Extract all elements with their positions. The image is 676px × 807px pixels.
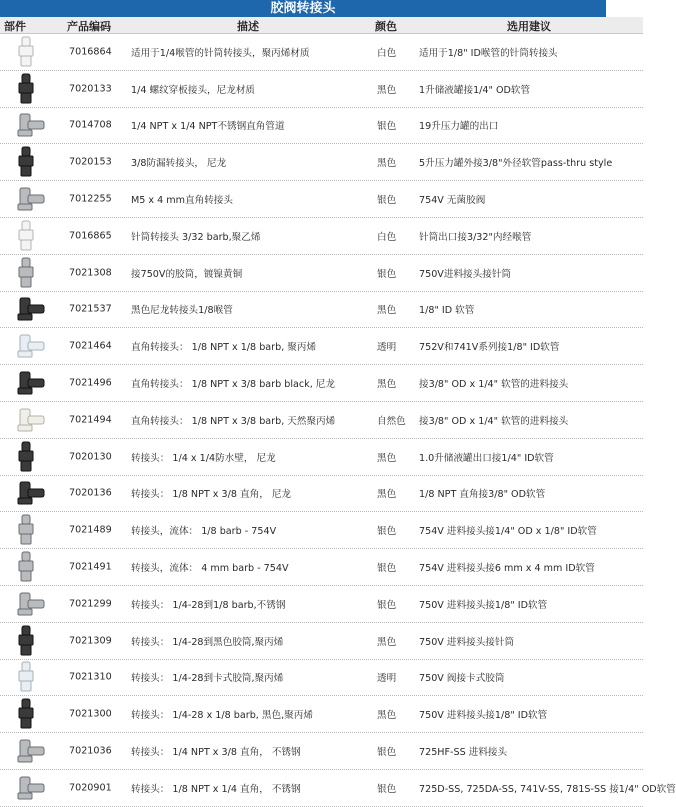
part-recommendation: 针筒出口接3/32"内经喉管	[419, 231, 532, 243]
black-luer-fitting-icon	[4, 624, 48, 658]
part-description: 转接头： 1/4-28 x 1/8 barb, 黑色,聚丙烯	[131, 710, 313, 722]
part-recommendation: 750V 进料接头接1/8" ID软管	[419, 599, 548, 611]
part-color: 黑色	[377, 710, 397, 722]
black-bulkhead-fitting-icon	[4, 440, 48, 474]
part-code: 7021494	[69, 414, 112, 426]
part-code: 7021491	[69, 561, 112, 573]
part-description: 1/4 NPT x 1/4 NPT不锈钢直角管道	[131, 121, 285, 133]
part-code: 7012255	[69, 193, 112, 205]
table-row	[0, 218, 643, 255]
black-elbow-fitting-icon	[4, 476, 48, 510]
part-color: 黑色	[377, 452, 397, 464]
header-code: 产品编码	[67, 20, 111, 33]
part-recommendation: 750V 进料接头接1/8" ID软管	[419, 710, 548, 722]
table-row	[0, 144, 643, 181]
part-description: 转接头： 1/4-28到卡式胶筒,聚丙烯	[131, 673, 284, 685]
table-row	[0, 365, 643, 402]
part-code: 7021537	[69, 303, 112, 315]
part-code: 7021300	[69, 708, 112, 720]
part-description: 接750V的胶筒，镀镍黄铜	[131, 268, 243, 280]
part-description: 3/8防漏转接头， 尼龙	[131, 158, 227, 170]
table-row	[0, 512, 643, 549]
part-recommendation: 1/8" ID 软管	[419, 305, 475, 317]
part-description: 转接头： 1/4 x 1/4防水壁， 尼龙	[131, 452, 276, 464]
table-row	[0, 108, 643, 145]
part-code: 7021299	[69, 598, 112, 610]
part-recommendation: 1.0升储液罐出口接1/4" ID软管	[419, 452, 554, 464]
part-recommendation: 750V进料接头接针筒	[419, 268, 512, 280]
part-color: 黑色	[377, 489, 397, 501]
part-recommendation: 5升压力罐外接3/8"外径软管pass-thru style	[419, 158, 613, 170]
header-description: 描述	[237, 20, 259, 33]
part-code: 7021496	[69, 377, 112, 389]
table-row	[0, 181, 643, 218]
part-code: 7021310	[69, 671, 112, 683]
part-code: 7016864	[69, 46, 112, 58]
header-color: 颜色	[375, 20, 397, 33]
part-recommendation: 754V 无菌胶阀	[419, 195, 486, 207]
part-color: 黑色	[377, 636, 397, 648]
steel-elbow-fitting-icon	[4, 734, 48, 768]
part-recommendation: 750V 进料接头接针筒	[419, 636, 515, 648]
part-color: 银色	[377, 121, 397, 133]
part-description: 转接头，流体： 1/8 barb - 754V	[131, 526, 277, 538]
header-part: 部件	[4, 20, 26, 33]
part-code: 7016865	[69, 230, 112, 242]
part-code: 7020136	[69, 487, 112, 499]
table-row	[0, 586, 643, 623]
part-description: 黑色尼龙转接头1/8喉管	[131, 305, 233, 317]
part-description: 转接头，流体： 4 mm barb - 754V	[131, 563, 289, 575]
part-description: 转接头： 1/4 NPT x 3/8 直角， 不锈钢	[131, 747, 301, 759]
steel-barb-fitting-icon	[4, 587, 48, 621]
part-color: 银色	[377, 783, 397, 795]
table-row	[0, 696, 643, 733]
part-recommendation: 1升储液罐接1/4" OD软管	[419, 84, 531, 96]
part-color: 银色	[377, 195, 397, 207]
clear-elbow-fitting-icon	[4, 329, 48, 363]
part-recommendation: 19升压力罐的出口	[419, 121, 499, 133]
part-description: 转接头： 1/4-28到黑色胶筒,聚丙烯	[131, 636, 284, 648]
table-row	[0, 549, 643, 586]
part-color: 白色	[377, 231, 397, 243]
part-code: 7021308	[69, 267, 112, 279]
black-adapter-fitting-icon	[4, 145, 48, 179]
part-color: 黑色	[377, 379, 397, 391]
part-recommendation: 750V 阀接卡式胶筒	[419, 673, 505, 685]
part-color: 银色	[377, 268, 397, 280]
part-recommendation: 725D-SS, 725DA-SS, 741V-SS, 781S-SS 接1/4" OD软管	[419, 783, 676, 795]
part-code: 7020901	[69, 782, 112, 794]
part-code: 7021464	[69, 340, 112, 352]
table-row	[0, 71, 643, 108]
part-color: 黑色	[377, 158, 397, 170]
part-color: 银色	[377, 563, 397, 575]
part-color: 透明	[377, 673, 397, 685]
white-luer-fitting-icon	[4, 35, 48, 69]
table-body	[0, 34, 676, 807]
header-recommendation: 选用建议	[507, 20, 551, 33]
silver-barb-fitting-icon	[4, 550, 48, 584]
clear-luer-fitting-icon	[4, 660, 48, 694]
part-recommendation: 752V和741V系列接1/8" ID软管	[419, 342, 560, 354]
part-code: 7021036	[69, 745, 112, 757]
part-description: 适用于1/4喉管的针筒转接头，聚丙烯材质	[131, 47, 310, 59]
steel-elbow-fitting-icon	[4, 771, 48, 805]
part-recommendation: 1/8 NPT 直角接3/8" OD软管	[419, 489, 546, 501]
black-bulkhead-fitting-icon	[4, 72, 48, 106]
table-row	[0, 292, 643, 329]
part-description: 转接头： 1/8 NPT x 1/4 直角， 不锈钢	[131, 783, 301, 795]
part-description: M5 x 4 mm直角转接头	[131, 195, 233, 207]
part-color: 透明	[377, 342, 397, 354]
part-recommendation: 725HF-SS 进料接头	[419, 747, 508, 759]
table-row	[0, 476, 643, 513]
nickel-brass-fitting-icon	[4, 256, 48, 290]
black-tee-fitting-icon	[4, 292, 48, 326]
table-row	[0, 733, 643, 770]
part-description: 针筒转接头 3/32 barb,聚乙烯	[131, 231, 261, 243]
part-recommendation: 接3/8" OD x 1/4" 软管的进料接头	[419, 379, 569, 391]
black-barb-fitting-icon	[4, 697, 48, 731]
silver-elbow-fitting-icon	[4, 182, 48, 216]
part-recommendation: 754V 进料接头接1/4" OD x 1/8" ID软管	[419, 526, 597, 538]
natural-elbow-fitting-icon	[4, 403, 48, 437]
silver-barb-fitting-icon	[4, 513, 48, 547]
table-row	[0, 328, 643, 365]
part-code: 7014708	[69, 119, 112, 131]
part-description: 直角转接头： 1/8 NPT x 1/8 barb, 聚丙烯	[131, 342, 317, 354]
part-description: 直角转接头： 1/8 NPT x 3/8 barb black, 尼龙	[131, 379, 335, 391]
part-color: 银色	[377, 747, 397, 759]
part-color: 黑色	[377, 84, 397, 96]
elbow-fitting-icon	[4, 366, 48, 400]
part-description: 转接头： 1/8 NPT x 3/8 直角， 尼龙	[131, 489, 292, 501]
table-row	[0, 660, 643, 697]
part-color: 黑色	[377, 305, 397, 317]
part-code: 7021309	[69, 635, 112, 647]
table-row	[0, 255, 643, 292]
part-code: 7020153	[69, 156, 112, 168]
page-title: 胶阀转接头	[0, 0, 606, 17]
table-row	[0, 402, 643, 439]
part-color: 银色	[377, 526, 397, 538]
table-header	[0, 17, 643, 34]
part-recommendation: 754V 进料接头接6 mm x 4 mm ID软管	[419, 563, 595, 575]
table-row	[0, 623, 643, 660]
table-row	[0, 439, 643, 476]
part-color: 自然色	[377, 415, 406, 427]
table-row	[0, 770, 676, 807]
part-recommendation: 接3/8" OD x 1/4" 软管的进料接头	[419, 415, 569, 427]
steel-elbow-fitting-icon	[4, 108, 48, 142]
part-description: 转接头： 1/4-28到1/8 barb,不锈钢	[131, 599, 286, 611]
part-code: 7021489	[69, 524, 112, 536]
part-color: 银色	[377, 599, 397, 611]
part-recommendation: 适用于1/8" ID喉管的针筒转接头	[419, 47, 558, 59]
table-row	[0, 34, 643, 71]
part-description: 直角转接头： 1/8 NPT x 3/8 barb, 天然聚丙烯	[131, 415, 336, 427]
part-code: 7020130	[69, 451, 112, 463]
part-color: 白色	[377, 47, 397, 59]
part-description: 1/4 螺纹穿板接头，尼龙材质	[131, 84, 256, 96]
white-barb-fitting-icon	[4, 219, 48, 253]
part-code: 7020133	[69, 83, 112, 95]
